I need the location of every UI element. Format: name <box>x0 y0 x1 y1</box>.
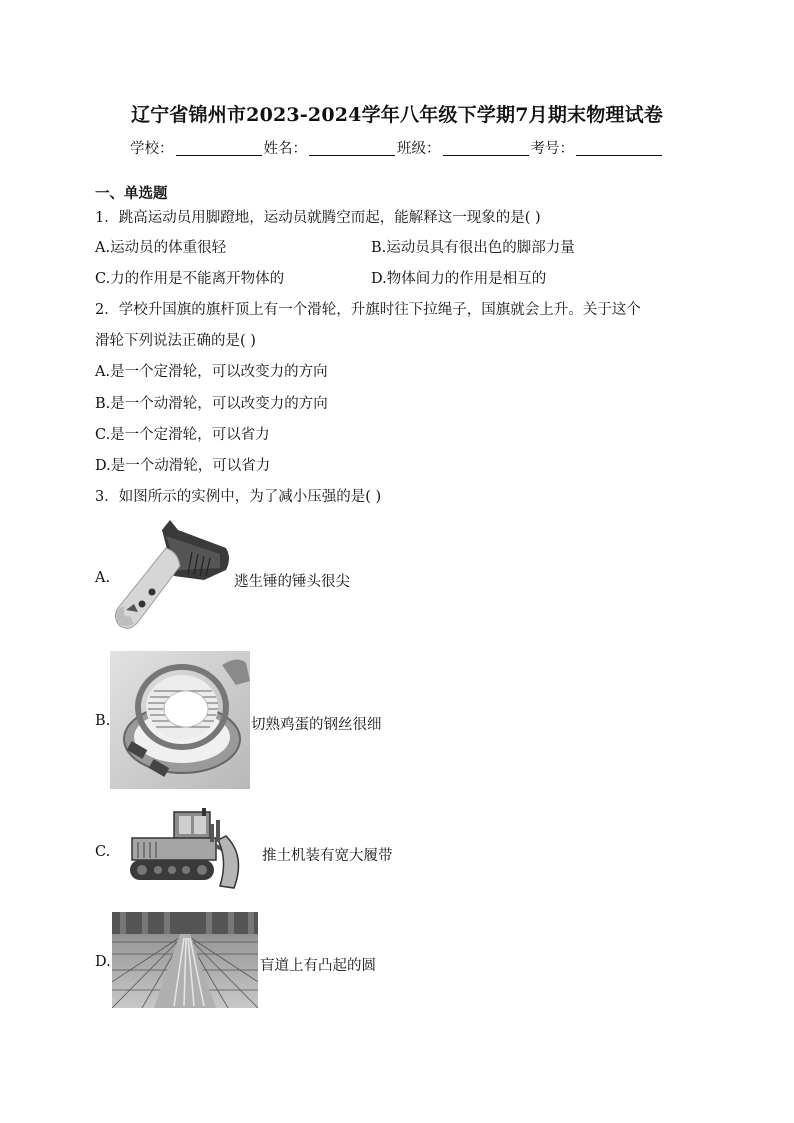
q2-stem-line1: 2．学校升国旗的旗杆顶上有一个滑轮，升旗时往下拉绳子，国旗就会上升。关于这个 <box>95 302 641 318</box>
q3-option-a-text: 逃生锤的锤头很尖 <box>234 574 350 590</box>
school-blank <box>176 141 262 156</box>
class-label: 班级： <box>397 141 441 157</box>
q3-option-d-letter: D. <box>95 954 111 970</box>
bulldozer-image <box>124 806 248 894</box>
class-blank <box>443 141 529 156</box>
tactile-paving-image <box>112 912 258 1008</box>
section-heading: 一、单选题 <box>95 185 168 202</box>
q3-option-b-text: 切熟鸡蛋的钢丝很细 <box>251 717 382 733</box>
exam-no-label: 考号： <box>530 141 574 157</box>
q1-option-c: C.力的作用是不能离开物体的 <box>95 271 285 287</box>
q1-option-a: A.运动员的体重很轻 <box>95 240 227 256</box>
q3-option-a-letter: A. <box>95 570 111 586</box>
q2-option-b: B.是一个动滑轮，可以改变力的方向 <box>95 396 328 412</box>
q2-option-a: A.是一个定滑轮，可以改变力的方向 <box>95 364 328 380</box>
name-label: 姓名： <box>263 141 307 157</box>
egg-slicer-image <box>110 651 250 789</box>
q2-stem-line2: 滑轮下列说法正确的是( ) <box>95 333 256 349</box>
exam-no-blank <box>576 141 662 156</box>
q3-option-b-letter: B. <box>95 713 111 729</box>
student-info-row <box>0 137 794 158</box>
page-title: 辽宁省锦州市2023-2024学年八年级下学期7月期末物理试卷 <box>130 104 664 126</box>
escape-hammer-image <box>108 518 234 636</box>
q2-option-c: C.是一个定滑轮，可以省力 <box>95 427 270 443</box>
school-label: 学校： <box>130 141 174 157</box>
q3-option-c-letter: C. <box>95 844 111 860</box>
q3-stem: 3．如图所示的实例中，为了减小压强的是( ) <box>95 489 382 505</box>
q3-option-c-text: 推土机装有宽大履带 <box>262 848 393 864</box>
q1-stem: 1．跳高运动员用脚蹬地，运动员就腾空而起，能解释这一现象的是( ) <box>95 210 541 226</box>
name-blank <box>309 141 395 156</box>
q1-option-d: D.物体间力的作用是相互的 <box>371 271 547 287</box>
q3-option-d-text: 盲道上有凸起的圆 <box>260 958 376 974</box>
q2-option-d: D.是一个动滑轮，可以省力 <box>95 458 271 474</box>
q1-option-b: B.运动员具有很出色的脚部力量 <box>371 240 575 256</box>
